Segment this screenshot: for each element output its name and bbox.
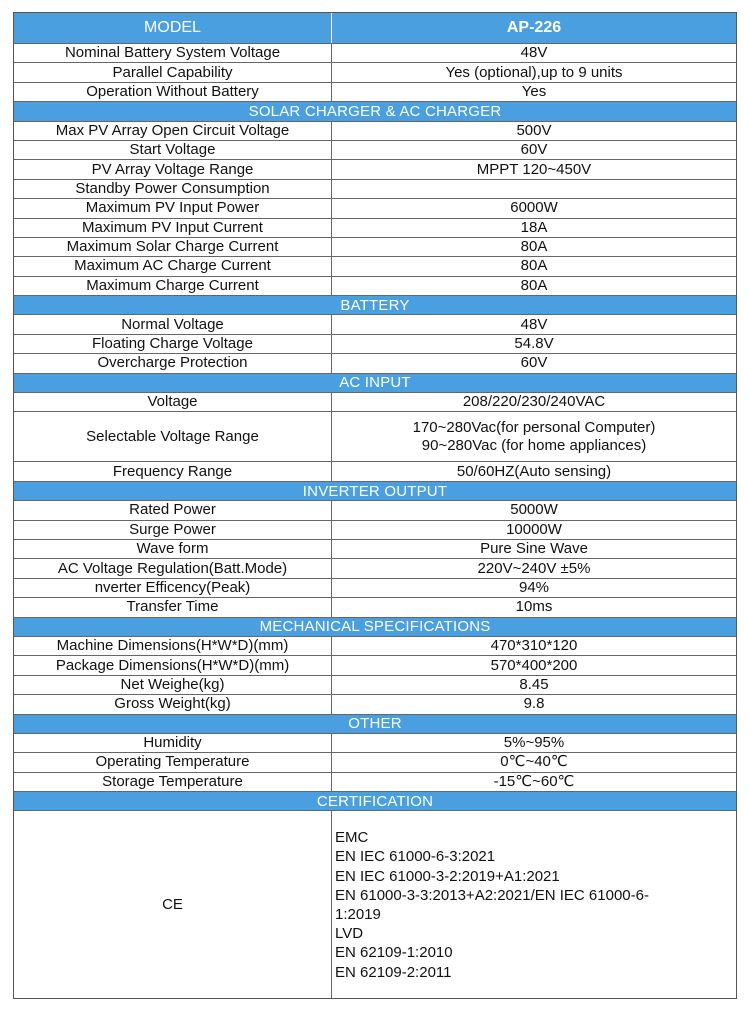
section-header-battery: BATTERY xyxy=(14,295,736,314)
spec-value: 5%~95% xyxy=(503,734,565,752)
spec-label: Standby Power Consumption xyxy=(14,180,332,198)
spec-label: Selectable Voltage Range xyxy=(14,412,332,461)
spec-row xyxy=(14,675,736,694)
spec-value: 10000W xyxy=(506,520,562,538)
spec-row xyxy=(14,636,736,655)
spec-value: 8.45 xyxy=(519,675,549,693)
spec-label: Operating Temperature xyxy=(14,753,332,771)
spec-row xyxy=(14,752,736,771)
spec-row xyxy=(14,218,736,237)
spec-value: -15℃~60℃ xyxy=(493,772,575,790)
spec-row xyxy=(14,140,736,159)
spec-value: Yes (optional),up to 9 units xyxy=(445,63,623,81)
certification-line: EN 62109-2:2011 xyxy=(335,963,452,981)
spec-row xyxy=(14,558,736,577)
spec-label: Overcharge Protection xyxy=(14,354,332,372)
spec-value: 9.8 xyxy=(523,695,545,713)
section-header-ac-input: AC INPUT xyxy=(14,373,736,392)
spec-value-line: 90~280Vac (for home appliances) xyxy=(421,436,647,454)
section-header-other: OTHER xyxy=(14,714,736,733)
spec-label: Humidity xyxy=(14,734,332,752)
model-label: MODEL xyxy=(14,13,332,43)
spec-value: 60V xyxy=(520,354,548,372)
spec-value xyxy=(332,412,736,461)
spec-label: Machine Dimensions(H*W*D)(mm) xyxy=(14,637,332,655)
spec-row xyxy=(14,314,736,333)
spec-value: 48V xyxy=(520,315,548,333)
spec-label: AC Voltage Regulation(Batt.Mode) xyxy=(14,559,332,577)
spec-row xyxy=(14,733,736,752)
certification-list xyxy=(332,828,649,982)
spec-value: 54.8V xyxy=(514,335,554,353)
spec-row xyxy=(14,520,736,539)
spec-label: nverter Efficency(Peak) xyxy=(14,579,332,597)
spec-label: Normal Voltage xyxy=(14,315,332,333)
spec-label: Wave form xyxy=(14,540,332,558)
spec-value: 48V xyxy=(520,44,548,62)
model-header-row xyxy=(14,13,736,43)
section-header-certification: CERTIFICATION xyxy=(14,791,736,810)
spec-value: 208/220/230/240VAC xyxy=(462,393,606,411)
spec-value: 5000W xyxy=(510,501,558,519)
certification-line: EN IEC 61000-3-2:2019+A1:2021 xyxy=(335,867,560,885)
spec-label: Package Dimensions(H*W*D)(mm) xyxy=(14,656,332,674)
certification-line: EMC xyxy=(335,829,369,847)
section-header-mechanical: MECHANICAL SPECIFICATIONS xyxy=(14,617,736,636)
spec-value: 80A xyxy=(520,276,548,294)
spec-row xyxy=(14,237,736,256)
certification-line: EN IEC 61000-6-3:2021 xyxy=(335,848,496,866)
spec-label: Floating Charge Voltage xyxy=(14,335,332,353)
spec-row xyxy=(14,392,736,411)
spec-row xyxy=(14,597,736,616)
spec-label: Start Voltage xyxy=(14,141,332,159)
spec-label: Parallel Capability xyxy=(14,63,332,81)
certification-row xyxy=(14,810,736,998)
spec-row xyxy=(14,500,736,519)
certification-label: CE xyxy=(14,811,332,998)
spec-value: MPPT 120~450V xyxy=(476,160,592,178)
certification-line: EN 61000-3-3:2013+A2:2021/EN IEC 61000-6- xyxy=(335,886,649,904)
spec-row xyxy=(14,276,736,295)
spec-row xyxy=(14,121,736,140)
spec-label: Maximum PV Input Current xyxy=(14,219,332,237)
spec-value: Yes xyxy=(521,82,547,100)
spec-label: Nominal Battery System Voltage xyxy=(14,44,332,62)
spec-value: Pure Sine Wave xyxy=(480,540,588,558)
certification-line: LVD xyxy=(335,925,364,943)
spec-value: 500V xyxy=(516,121,552,139)
spec-value: 570*400*200 xyxy=(490,656,578,674)
certification-line: EN 62109-1:2010 xyxy=(335,944,453,962)
spec-value: 94% xyxy=(518,578,550,596)
spec-label: Maximum Solar Charge Current xyxy=(14,238,332,256)
spec-label: Storage Temperature xyxy=(14,773,332,791)
section-header-solar: SOLAR CHARGER & AC CHARGER xyxy=(14,101,736,120)
spec-value: 50/60HZ(Auto sensing) xyxy=(456,462,612,480)
section-header-inverter: INVERTER OUTPUT xyxy=(14,481,736,500)
spec-row xyxy=(14,411,736,461)
spec-label: Frequency Range xyxy=(14,462,332,480)
spec-row xyxy=(14,655,736,674)
spec-row xyxy=(14,82,736,101)
spec-label: PV Array Voltage Range xyxy=(14,160,332,178)
spec-row xyxy=(14,461,736,480)
spec-value: 6000W xyxy=(510,199,558,217)
spec-value: 470*310*120 xyxy=(490,637,578,655)
spec-value: 60V xyxy=(520,141,548,159)
spec-label: Voltage xyxy=(14,393,332,411)
certification-value xyxy=(332,811,736,998)
spec-label: Maximum AC Charge Current xyxy=(14,257,332,275)
spec-label: Gross Weight(kg) xyxy=(14,695,332,713)
spec-label: Net Weighe(kg) xyxy=(14,676,332,694)
spec-value: 80A xyxy=(520,238,548,256)
certification-line: 1:2019 xyxy=(335,905,381,923)
spec-table xyxy=(13,12,737,999)
spec-label: Operation Without Battery xyxy=(14,83,332,101)
spec-row xyxy=(14,334,736,353)
spec-value xyxy=(332,180,736,198)
spec-label: Transfer Time xyxy=(14,598,332,616)
spec-label: Maximum Charge Current xyxy=(14,277,332,295)
spec-row xyxy=(14,179,736,198)
spec-value: 80A xyxy=(520,257,548,275)
spec-label: Surge Power xyxy=(14,521,332,539)
spec-value: 220V~240V ±5% xyxy=(477,559,591,577)
model-value: AP-226 xyxy=(506,19,562,36)
spec-row xyxy=(14,772,736,791)
spec-value: 10ms xyxy=(515,598,553,616)
spec-row xyxy=(14,256,736,275)
spec-row xyxy=(14,694,736,713)
spec-row xyxy=(14,539,736,558)
spec-label: Rated Power xyxy=(14,501,332,519)
spec-value-line: 170~280Vac(for personal Computer) xyxy=(412,418,656,436)
spec-row xyxy=(14,159,736,178)
spec-row xyxy=(14,578,736,597)
spec-row xyxy=(14,353,736,372)
spec-row xyxy=(14,62,736,81)
spec-value: 0℃~40℃ xyxy=(500,753,568,771)
spec-label: Max PV Array Open Circuit Voltage xyxy=(14,122,332,140)
spec-value: 18A xyxy=(520,218,548,236)
spec-row xyxy=(14,198,736,217)
spec-label: Maximum PV Input Power xyxy=(14,199,332,217)
spec-row xyxy=(14,43,736,62)
